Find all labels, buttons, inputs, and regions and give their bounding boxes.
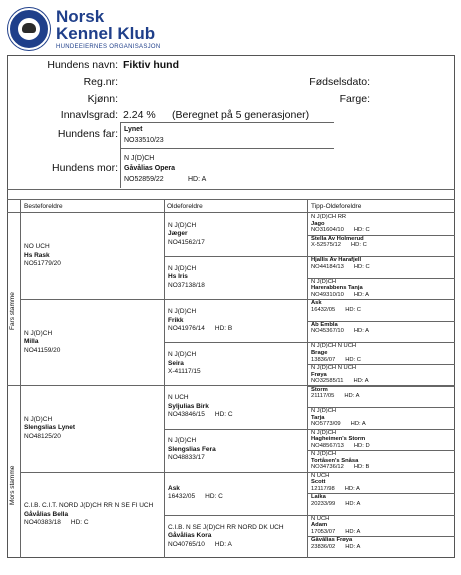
inbreeding-value: 2.24 % <box>123 109 156 121</box>
dog-name: Frikk <box>168 316 184 324</box>
dog-name: Ask <box>168 484 180 492</box>
dog-reg: NO40765/10 <box>168 540 205 548</box>
great-great-grandparent-cell <box>308 407 454 429</box>
dog-hd: HD: A <box>344 485 360 492</box>
great-grandparent-cell <box>165 299 306 342</box>
dog-hd: HD: C <box>350 242 367 249</box>
dog-reg: 20233/99 <box>311 500 336 507</box>
dog-reg: 17053/07 <box>311 529 336 536</box>
dam-titles: N J(D)CH <box>124 155 155 162</box>
great-great-grandparent-cell <box>308 235 454 257</box>
dog-hd: HD: C <box>205 493 223 501</box>
dog-name: Laika <box>311 494 326 501</box>
sire-name: Lynet <box>124 126 143 133</box>
dog-reg: 16432/05 <box>311 306 336 313</box>
grandparent-cell <box>21 386 163 472</box>
col-great-grandparents: Oldeforeldre <box>167 203 203 210</box>
dog-titles: N J(D)CH <box>311 278 337 285</box>
dog-name: Tarja <box>311 414 325 421</box>
great-grandparent-cell <box>165 342 306 385</box>
dam-name: Gåvålias Opera <box>124 165 175 172</box>
dog-reg: 13836/07 <box>311 356 336 363</box>
sex-label: Kjønn: <box>87 93 118 105</box>
dog-titles: N J(D)CH <box>168 308 197 316</box>
dog-titles: N J(D)CH <box>168 221 197 229</box>
fars-stamme-label: Fars stamme <box>9 292 16 330</box>
grandparent-cell <box>21 299 163 385</box>
sire-reg: NO33510/23 <box>124 137 164 144</box>
dog-reg: NO45367/10 <box>311 328 344 335</box>
dog-name: Ab Embla <box>311 321 338 328</box>
dog-name: Storm <box>311 386 328 393</box>
dog-titles: N J(D)CH <box>311 429 337 436</box>
brand-line2: Kennel Klub <box>56 24 156 43</box>
dog-reg: NO41562/17 <box>168 238 205 246</box>
dog-hd: HD: A <box>345 544 361 551</box>
great-great-grandparent-cell <box>308 493 454 515</box>
dog-name: Brage <box>311 349 328 356</box>
dog-icon <box>22 23 36 33</box>
dog-hd: HD: C <box>353 263 370 270</box>
dog-titles: C.I.B. N SE J(D)CH RR NORD DK UCH <box>168 523 284 531</box>
dog-reg: NO48567/13 <box>311 442 344 449</box>
dog-hd: HD: D <box>353 442 370 449</box>
dog-reg: 16432/05 <box>168 493 196 501</box>
great-grandparent-cell <box>165 472 306 515</box>
dog-reg: 12117/98 <box>311 485 335 492</box>
great-great-grandparent-cell <box>308 213 454 235</box>
great-great-grandparent-cell <box>308 321 454 343</box>
dog-name: Ask <box>311 300 322 307</box>
dog-name: Seira <box>168 359 184 367</box>
inbreeding-label: Innavlsgrad: <box>60 109 118 121</box>
dog-titles: N UCH <box>168 394 189 402</box>
dog-hd: HD: B <box>353 464 370 471</box>
dog-reg: X-41117/15 <box>168 368 201 376</box>
dog-titles: N J(D)CH <box>311 451 337 458</box>
great-grandparent-cell <box>165 515 306 558</box>
col-grandparents: Besteforeldre <box>24 203 63 210</box>
dam-label: Hundens mor: <box>52 162 118 174</box>
inbreeding-note: (Beregnet på 5 generasjoner) <box>172 109 310 121</box>
dog-name: Tortåsen's Snåsa <box>311 457 359 464</box>
great-great-grandparent-cell <box>308 429 454 451</box>
dog-name: Frøya <box>311 371 327 378</box>
dog-hd: HD: A <box>350 421 366 428</box>
dog-hd: HD: A <box>214 540 232 548</box>
dog-name: Jago <box>311 220 325 227</box>
dog-titles: N J(D)CH RR <box>311 214 347 220</box>
dog-reg: NO43846/15 <box>168 411 205 419</box>
great-great-grandparent-cell <box>308 386 454 408</box>
dog-reg: NO48125/20 <box>24 432 61 440</box>
dog-name: Gåvålias Kora <box>168 532 212 540</box>
dog-reg: NO41976/14 <box>168 325 205 333</box>
dog-hd: HD: C <box>345 356 361 363</box>
dog-hd: HD: C <box>353 227 370 234</box>
dog-titles: N J(D)CH N UCH <box>311 343 357 350</box>
dog-reg: NO31604/10 <box>311 227 344 234</box>
great-great-grandparent-cell <box>308 472 454 494</box>
sire-label: Hundens far: <box>57 128 118 140</box>
dog-titles: NO UCH <box>24 243 50 251</box>
dog-titles: N J(D)CH <box>168 437 197 445</box>
great-great-grandparent-cell <box>308 342 454 364</box>
name-label: Hundens navn: <box>47 59 118 71</box>
dog-titles: C.I.B. C.I.T. NORD J(D)CH RR N SE FI UCH <box>24 502 154 510</box>
dog-reg: NO44184/13 <box>311 263 344 270</box>
dog-hd: HD: C <box>345 306 361 313</box>
dog-reg: 21117/05 <box>311 393 335 400</box>
dog-hd: HD: C <box>70 519 89 527</box>
dog-name: Gåvålias Frøya <box>311 537 353 544</box>
dog-reg: NO41159/20 <box>24 346 61 354</box>
great-grandparent-cell <box>165 386 306 429</box>
dog-reg: X-52575/12 <box>311 242 341 249</box>
great-great-grandparent-cell <box>308 256 454 278</box>
dog-name: Scott <box>311 479 326 486</box>
dam-hd: HD: A <box>188 176 207 183</box>
dog-reg: NO51779/20 <box>24 260 61 268</box>
dog-name: Stella Av Holmerud <box>311 235 364 242</box>
name-value: Fiktiv hund <box>123 59 179 71</box>
dog-reg: NO49310/10 <box>311 291 344 298</box>
brand-tagline: HUNDEEIERNES ORGANISASJON <box>56 44 161 50</box>
dog-titles: N J(D)CH <box>24 415 53 423</box>
mors-stamme-label: Mors stamme <box>9 465 16 505</box>
dog-titles: N J(D)CH N UCH <box>311 364 357 371</box>
dog-reg: NO34736/12 <box>311 464 344 471</box>
col-great-great-grandparents: Tipp-Oldeforeldre <box>311 203 362 210</box>
dog-hd: HD: A <box>345 529 361 536</box>
dog-name: Syljulias Birk <box>168 402 209 410</box>
great-great-grandparent-cell <box>308 278 454 300</box>
brand-line1: Norsk <box>56 7 105 26</box>
dog-name: Gåvålias Bella <box>24 510 69 518</box>
dog-titles: N J(D)CH <box>24 329 53 337</box>
great-great-grandparent-cell <box>308 299 454 321</box>
dog-hd: HD: A <box>353 378 369 385</box>
dog-name: Hs Iris <box>168 273 188 281</box>
dog-hd: HD: A <box>353 328 370 335</box>
dog-reg: NO48833/17 <box>168 454 205 462</box>
dog-reg: NO37138/18 <box>168 281 205 289</box>
dog-name: Slengslias Lynet <box>24 424 76 432</box>
dog-hd: HD: C <box>214 411 233 419</box>
dog-hd: HD: B <box>214 325 233 333</box>
dog-name: Harerabbens Tanja <box>311 285 363 292</box>
dog-reg: 23836/02 <box>311 544 336 551</box>
great-great-grandparent-cell <box>308 515 454 537</box>
dob-label: Fødselsdato: <box>309 76 370 88</box>
grandparent-cell <box>21 472 163 558</box>
dog-hd: HD: A <box>344 393 360 400</box>
dog-name: Hagheimen's Storm <box>311 436 366 443</box>
dog-titles: N UCH <box>311 515 330 522</box>
great-grandparent-cell <box>165 429 306 472</box>
dog-reg: NO32585/11 <box>311 378 344 385</box>
dog-name: Slengslias Fera <box>168 445 216 453</box>
dam-reg: NO52859/22 <box>124 176 164 183</box>
dog-name: Jæger <box>168 230 188 238</box>
great-great-grandparent-cell <box>308 536 454 558</box>
dog-name: Adam <box>311 522 328 529</box>
dog-name: Hs Rask <box>24 251 50 259</box>
dog-reg: NO40383/18 <box>24 519 61 527</box>
color-label: Farge: <box>339 93 370 105</box>
great-grandparent-cell <box>165 213 306 256</box>
dog-name: Hjallis Av Harafjell <box>311 257 362 264</box>
dog-titles: N J(D)CH <box>168 264 197 272</box>
great-great-grandparent-cell <box>308 450 454 472</box>
dog-titles: N UCH <box>311 472 330 479</box>
great-grandparent-cell <box>165 256 306 299</box>
grandparent-cell <box>21 213 163 299</box>
great-great-grandparent-cell <box>308 364 454 386</box>
dog-titles: N J(D)CH <box>311 408 337 415</box>
nkk-logo <box>8 8 50 50</box>
dog-titles: N J(D)CH <box>168 351 197 359</box>
dog-hd: HD: A <box>353 291 370 298</box>
dog-name: Milla <box>24 338 39 346</box>
dog-hd: HD: A <box>345 500 361 507</box>
reg-label: Reg.nr: <box>83 76 118 88</box>
dog-reg: NO5773/09 <box>311 421 341 428</box>
